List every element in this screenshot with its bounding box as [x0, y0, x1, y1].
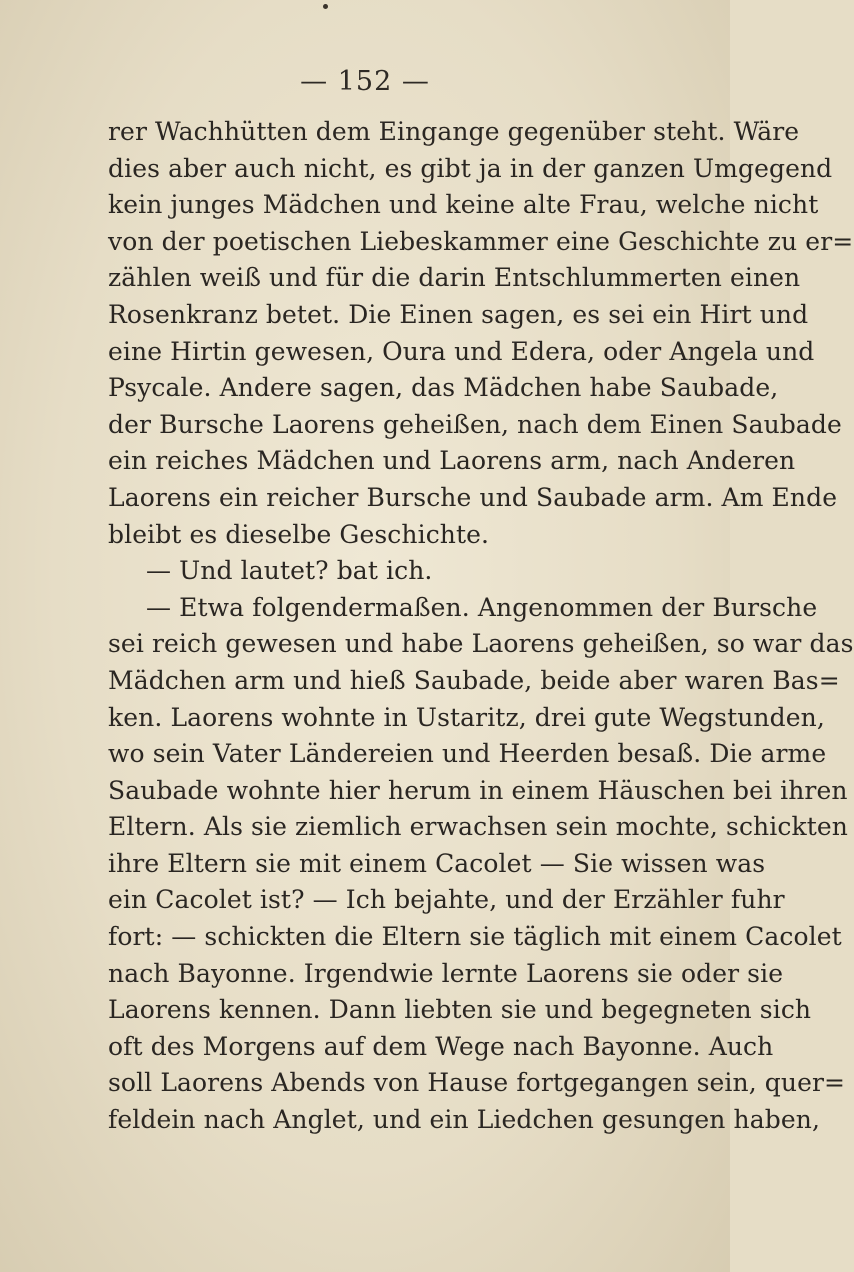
text-line: oft des Morgens auf dem Wege nach Bayonne. Auch: [108, 1031, 774, 1061]
text-line: wo sein Vater Ländereien und Heerden besaß. Die arme: [108, 739, 827, 769]
text-line: bleibt es dieselbe Geschichte.: [108, 519, 490, 549]
text-line: fort: — schickten die Eltern sie täglich mit einem Cacolet: [108, 922, 842, 952]
text-line: dies aber auch nicht, es gibt ja in der ganzen Umgegend: [108, 153, 833, 183]
text-line: ken. Laorens wohnte in Ustaritz, drei gute Wegstunden,: [108, 702, 825, 732]
text-line: nach Bayonne. Irgendwie lernte Laorens sie oder sie: [108, 958, 784, 988]
ink-speck: [323, 4, 328, 9]
text-line: zählen weiß und für die darin Entschlummerten einen: [108, 263, 801, 293]
text-line: Eltern. Als sie ziemlich erwachsen sein mochte, schickten: [108, 812, 848, 842]
text-line: Psycale. Andere sagen, das Mädchen habe Saubade,: [108, 373, 779, 403]
text-line: Laorens ein reicher Bursche und Saubade arm. Am Ende: [108, 482, 838, 512]
text-line: eine Hirtin gewesen, Oura und Edera, oder Angela und: [108, 336, 815, 366]
text-line: Saubade wohnte hier herum in einem Häuschen bei ihren: [108, 775, 848, 805]
text-line: ein reiches Mädchen und Laorens arm, nach Anderen: [108, 446, 796, 476]
text-line: Rosenkranz betet. Die Einen sagen, es sei ein Hirt und: [108, 299, 809, 329]
text-line: Laorens kennen. Dann liebten sie und begegneten sich: [108, 995, 812, 1025]
text-line: rer Wachhütten dem Eingange gegenüber steht. Wäre: [108, 117, 800, 146]
text-line: von der poetischen Liebeskammer eine Geschichte zu er=: [108, 226, 854, 256]
text-line: soll Laorens Abends von Hause fortgegangen sein, quer=: [108, 1068, 846, 1098]
text-line: — Etwa folgendermaßen. Angenommen der Bursche: [146, 592, 818, 622]
text-line: ein Cacolet ist? — Ich bejahte, und der Erzähler fuhr: [108, 885, 785, 915]
text-line: kein junges Mädchen und keine alte Frau, welche nicht: [108, 190, 819, 220]
body-text: [108, 114, 854, 1139]
text-line: — Und lautet? bat ich.: [146, 556, 433, 586]
text-line: der Bursche Laorens geheißen, nach dem Einen Saubade: [108, 409, 842, 439]
text-line: feldein nach Anglet, und ein Liedchen gesungen haben,: [108, 1105, 820, 1135]
text-line: Mädchen arm und hieß Saubade, beide aber waren Bas=: [108, 665, 840, 695]
text-line: ihre Eltern sie mit einem Cacolet — Sie wissen was: [108, 848, 766, 878]
page-number: — 152 —: [300, 66, 430, 97]
text-line: sei reich gewesen und habe Laorens geheißen, so war das: [108, 629, 854, 659]
